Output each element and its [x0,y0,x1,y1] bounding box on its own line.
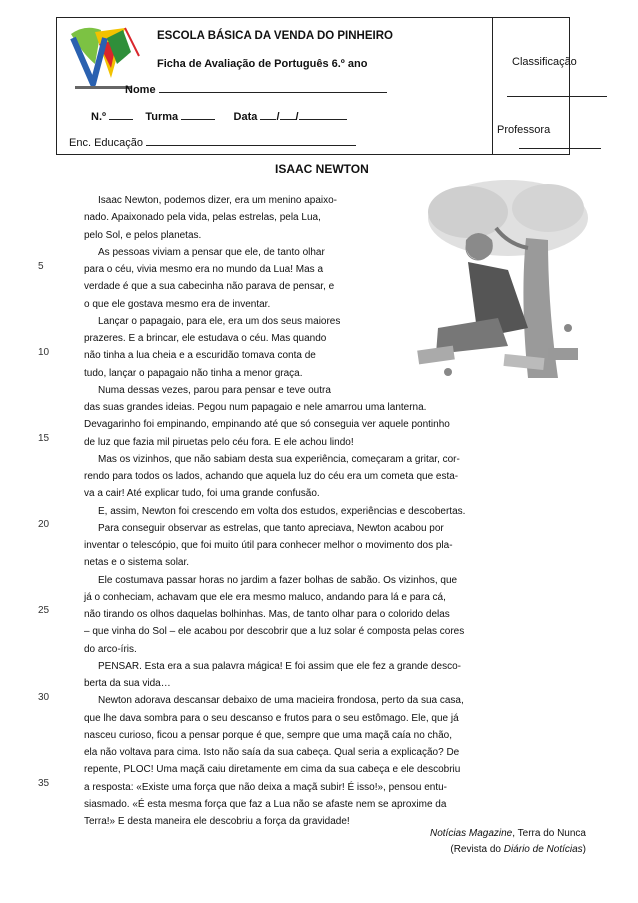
header-box [56,17,577,155]
text-line: va a cair! Até explicar tudo, foi uma grande confusão. [84,488,320,500]
text-line: o que ele gostava mesmo era de inventar. [84,298,271,310]
source-magazine-rest: , Terra do Nunca [512,828,586,839]
source-line-2 [430,842,586,858]
text-line: nado. Apaixonado pela vida, pelas estrelas, pela Lua, [84,212,321,224]
date-label: Data [233,111,258,123]
text-line: PENSAR. Esta era a sua palavra mágica! E foi assim que ele fez a grande desco- [98,660,461,672]
test-title: Ficha de Avaliação de Português 6.º ano [157,58,368,70]
date-separator-2: / [295,111,299,123]
teacher-input-line[interactable] [519,148,601,149]
text-line: Lançar o papagaio, para ele, era um dos seus maiores [98,315,341,327]
line-number: 10 [38,347,50,358]
class-label: Turma [145,111,179,123]
text-line: inventar o telescópio, que foi muito útil para conhecer melhor o movimento dos pla- [84,540,453,551]
classification-label: Classificação [512,56,577,68]
text-title: ISAAC NEWTON [275,162,369,176]
teacher-label: Professora [497,124,551,136]
text-line: – que vinha do Sol – ele acabou por descobrir que a luz solar é composta pelas cores [84,626,465,638]
number-input-line[interactable] [109,109,133,120]
text-line: E, assim, Newton foi crescendo em volta dos estudos, experiências e descobertas. [98,505,466,517]
source-newspaper: Diário de Notícias [503,844,583,855]
number-label: N.º [91,111,107,123]
guardian-input-line[interactable] [146,135,356,146]
text-line: Isaac Newton, podemos dizer, era um menino apaixo- [98,195,338,206]
name-field [125,82,387,96]
text-line: que lhe dava sombra para o seu descanso e frutos para o seu estômago. Ele, que já [84,712,459,724]
source-suffix: ) [582,844,586,855]
text-line: já o conheciam, achavam que ele era mesmo maluco, andando para lá e para cá, [84,591,446,603]
header-divider [492,18,493,154]
text-line: das suas grandes ideias. Pegou num papagaio e nele amarrou uma lanterna. [84,402,427,413]
text-line: rendo para todos os lados, achando que aquela luz do céu era um cometa que esta- [84,471,459,482]
text-line: prazeres. E a brincar, ele estudava o céu. Mas quando [84,333,327,344]
school-name: ESCOLA BÁSICA DA VENDA DO PINHEIRO [157,30,393,42]
source-magazine: Notícias Magazine [429,828,513,839]
text-line: Devagarinho foi empinando, empinando até que só conseguia ver aquele pontinho [84,419,450,431]
text-line: repente, PLOC! Uma maçã caiu diretamente em cima da sua cabeça e ele descobriu [84,764,461,776]
line-number: 25 [38,605,50,616]
line-number: 30 [38,692,50,703]
line-number: 15 [38,433,50,444]
source-prefix: (Revista do [450,844,504,855]
line-number: 35 [38,778,50,789]
text-line: do arco-íris. [84,643,137,655]
name-label: Nome [125,84,156,96]
text-line: netas e o sistema solar. [84,557,190,569]
source-citation [430,826,586,858]
text-line: pelo Sol, e pelos planetas. [84,229,202,241]
text-line: de luz que fazia mil piruetas pelo céu fora. E ele achou lindo! [84,436,354,448]
line-number: 5 [38,261,44,272]
classification-input-line[interactable] [507,96,607,97]
text-line: Mas os vizinhos, que não sabiam desta sua experiência, começaram a gritar, cor- [98,453,460,465]
text-line: berta da sua vida… [84,678,171,689]
text-line: para o céu, vivia mesmo era no mundo da Lua! Mas a [84,264,324,275]
class-input-line[interactable] [181,109,215,120]
guardian-field [69,135,356,149]
text-line: siasmado. «É esta mesma força que faz a Lua não se afaste nem se aproxime da [84,798,447,810]
text-line: Newton adorava descansar debaixo de uma macieira frondosa, perto da sua casa, [98,695,464,707]
text-line: Ele costumava passar horas no jardim a fazer bolhas de sabão. Os vizinhos, que [98,574,458,586]
date-day-line[interactable] [260,109,276,120]
text-line: As pessoas viviam a pensar que ele, de tanto olhar [98,246,325,258]
date-year-line[interactable] [299,109,347,120]
text-line: Numa dessas vezes, parou para pensar e teve outra [98,384,331,396]
text-line: tudo, lançar o papagaio não tinha a menor graça. [84,367,303,379]
text-line: a resposta: «Existe uma força que não deixa a maçã subir! É isso!», pensou entu- [84,781,447,793]
name-input-line[interactable] [159,82,387,93]
text-body [84,192,594,830]
date-separator-1: / [276,111,280,123]
source-line-1 [430,826,586,842]
number-class-date-row [91,109,347,123]
date-month-line[interactable] [280,109,296,120]
text-line: não tinha a lua cheia e a escuridão tomava conta de [84,350,316,362]
text-line: verdade é que a sua cabecinha não parava de pensar, e [84,281,335,293]
text-line: nasceu curioso, ficou a pensar porque é que, sempre que uma maçã caía no chão, [84,729,453,741]
line-number: 20 [38,519,50,530]
text-line: ela não voltava para cima. Isto não saía da sua cabeça. Qual seria a explicação? De [84,747,460,758]
text-line: Para conseguir observar as estrelas, que tanto apreciava, Newton acabou por [98,522,444,534]
text-line: não tirando os olhos daquelas bolhinhas. Mas, de tanto olhar para o colorido delas [84,609,450,620]
guardian-label: Enc. Educação [69,137,143,149]
text-line: Terra!» E desta maneira ele descobriu a força da gravidade! [84,816,350,827]
